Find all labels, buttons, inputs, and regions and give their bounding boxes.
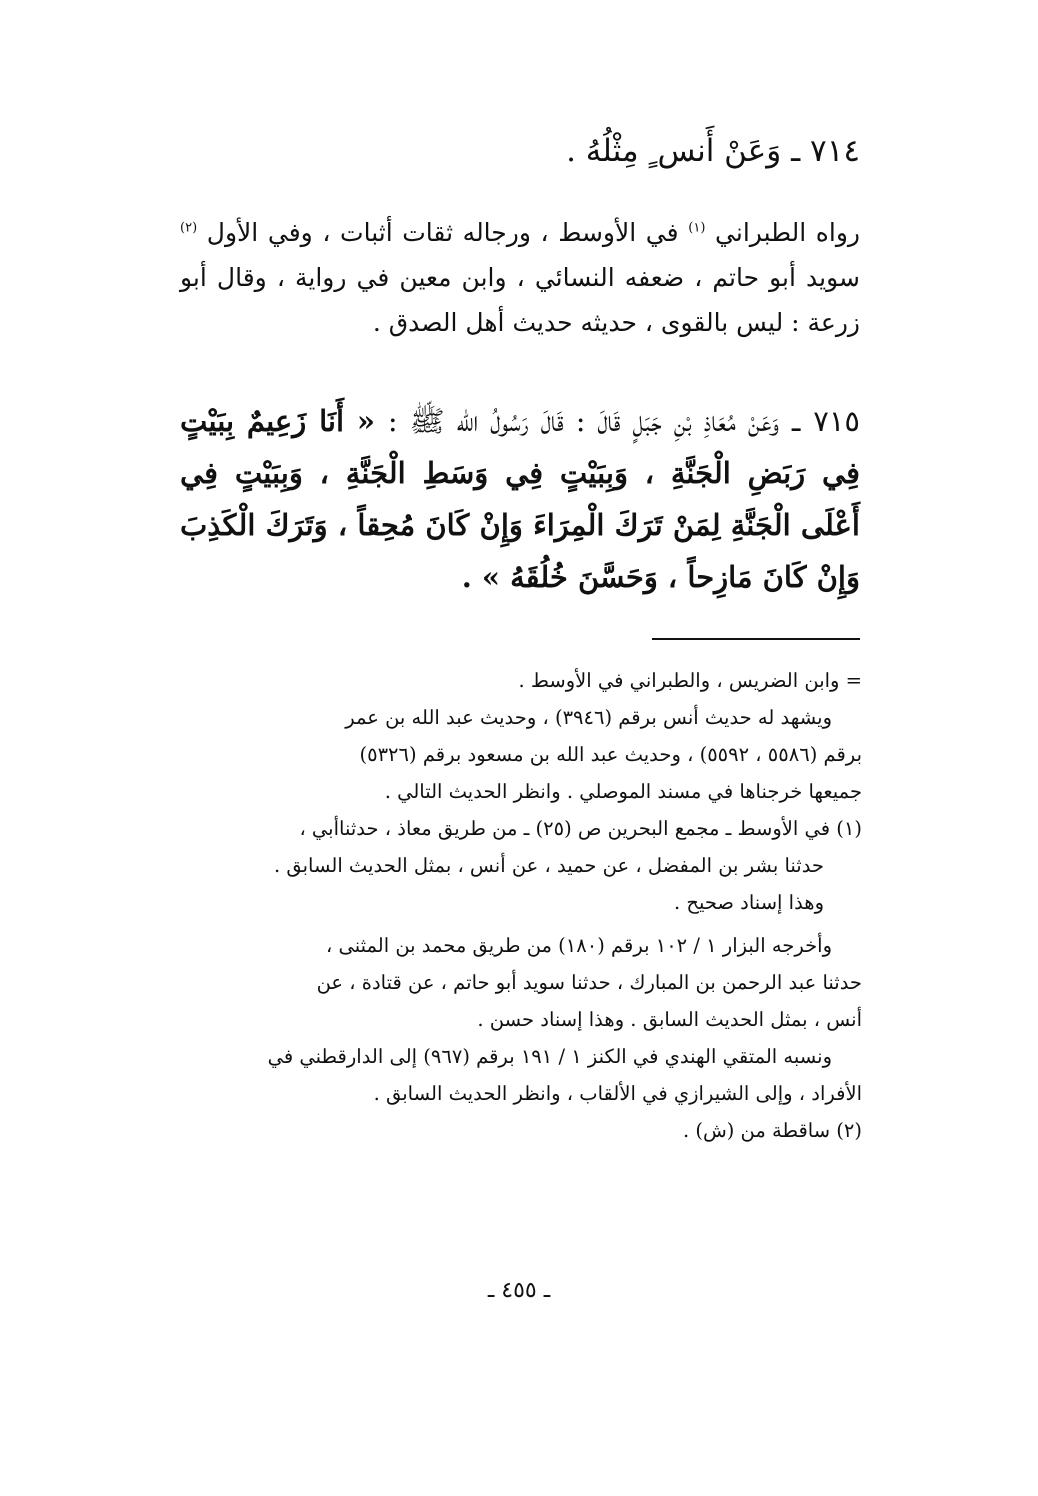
page-number: ـ ٤٥٥ ـ [487,1278,551,1303]
footnote-line: برقم (٥٥٨٦ ، ٥٥٩٢) ، وحديث عبد الله بن مسعود برقم (٥٣٢٦) [359,743,862,766]
footnote-line: وهذا إسناد صحيح . [673,891,824,914]
hadith-715-number: ٧١٥ [813,404,860,438]
hadith-715-quote: « أَنَا زَعِيمٌ بِبَيْتٍ فِي رَبَضِ الْجَنَّةِ ، وَبِبَيْتٍ فِي وَسَطِ الْجَنَّةِ ، وَبِبَيْتٍ فِي أَعْلَى الْجَنَّةِ لِمَنْ تَرَكَ الْمِرَاءَ وَإِنْ كَانَ مُحِقاً ، وَتَرَكَ الْكَذِبَ وَإِنْ كَانَ مَازِحاً ، وَحَسَّنَ خُلُقَهُ » . [180,404,860,594]
footnote-line: حدثنا عبد الرحمن بن المبارك ، حدثنا سويد أبو حاتم ، عن قتادة ، عن [316,971,862,994]
narration-part-3: سويد أبو حاتم ، ضعفه النسائي ، وابن معين في رواية ، وقال أبو زرعة : ليس بالقوى ، حديثه حديث أهل الصدق . [180,263,860,337]
footnotes [182,662,862,1149]
footnote-line: حدثنا بشر بن المفضل ، عن حميد ، عن أنس ، بمثل الحديث السابق . [273,854,824,877]
footnote-ref-2: (٢) [180,220,198,236]
narration-paragraph [180,210,860,345]
footnote-line: وأخرجه البزار ١ / ١٠٢ برقم (١٨٠) من طريق محمد بن المثنى ، [325,934,832,957]
hadith-714 [180,128,860,174]
footnote-line: (٢) ساقطة من (ش) . [682,1119,862,1142]
footnote-line: أنس ، بمثل الحديث السابق . وهذا إسناد حسن . [477,1008,862,1031]
footnote-line: (١) في الأوسط ـ مجمع البحرين ص (٢٥) ـ من طريق معاذ ، حدثناأبي ، [299,817,862,840]
footnote-line: ونسبه المتقي الهندي في الكنز ١ / ١٩١ برقم (٩٦٧) إلى الدارقطني في [267,1045,832,1068]
hadith-714-number: ٧١٤ [810,133,860,169]
footnote-separator [652,638,860,640]
hadith-714-text: وَعَنْ أَنس ٍ مِثْلُهُ . [566,133,782,169]
narration-part-1: رواه الطبراني [715,218,861,247]
footnote-line: = وابن الضريس ، والطبراني في الأوسط . [518,669,862,692]
footnote-line: ويشهد له حديث أنس برقم (٣٩٤٦) ، وحديث عبد الله بن عمر [345,706,832,729]
hadith-715-dash: ـ [791,404,801,438]
hadith-714-dash: ـ [791,133,801,169]
footnote-line: الأفراد ، وإلى الشيرازي في الألقاب ، وانظر الحديث السابق . [373,1082,862,1105]
hadith-715-intro: وَعَنْ مُعَاذِ بْنِ جَبَلٍ قَالَ : قَالَ رَسُولُ الله ﷺ : [387,404,780,438]
narration-part-2: في الأوسط ، ورجاله ثقات أثبات ، وفي الأول [206,218,679,247]
hadith-715 [180,395,860,603]
footnote-line: جميعها خرجناها في مسند الموصلي . وانظر الحديث التالي . [384,780,862,803]
footnote-ref-1: (١) [688,220,706,236]
